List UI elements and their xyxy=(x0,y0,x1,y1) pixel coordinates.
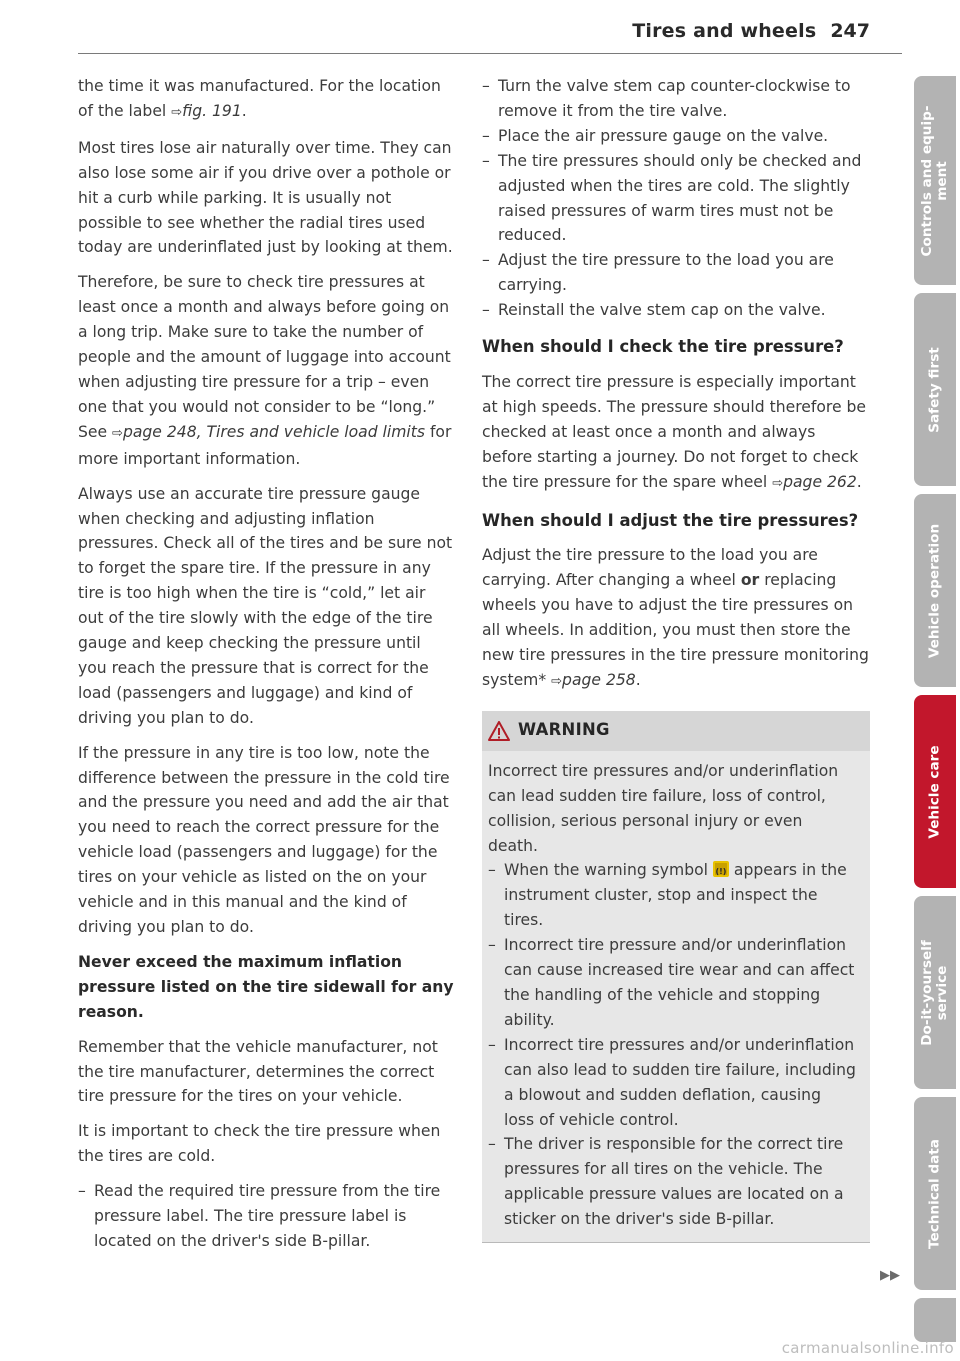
subheading: When should I adjust the tire pressures? xyxy=(482,510,859,530)
reference-arrow-icon: ⇨ xyxy=(551,673,563,689)
list-item: – Adjust the tire pressure to the load you are carrying. xyxy=(482,248,870,298)
list-item: – The tire pressures should only be checked and adjusted when the tires are cold. The slightly raised pressures of warm tires must not be reduced. xyxy=(482,149,870,249)
warning-item: – Incorrect tire pressure and/or underinflation can cause increased tire wear and can affect the handling of the vehicle and stopping ability. xyxy=(488,933,856,1033)
warning-title: WARNING xyxy=(518,720,610,740)
paragraph: the time it was manufactured. For the location of the label ⇨fig. 191. xyxy=(78,77,441,120)
bold-notice: Never exceed the maximum inflation pressure listed on the tire sidewall for any reason. xyxy=(78,952,454,1021)
page-link[interactable]: page 262 xyxy=(783,472,857,491)
subheading: When should I check the tire pressure? xyxy=(482,337,844,357)
paragraph: Most tires lose air naturally over time. They can also lose some air if you drive over a pothole or hit a curb while parking. It is usually not possible to see whether the radial tires used today are underinflated just by looking at them. xyxy=(78,138,453,257)
list-item: – Place the air pressure gauge on the valve. xyxy=(482,124,870,149)
tab-safety-first[interactable]: Safety first xyxy=(914,293,956,486)
warning-item: – When the warning symbol (!) appears in the instrument cluster, stop and inspect the tires. xyxy=(488,858,856,933)
warning-header xyxy=(482,711,870,751)
warning-item: – Incorrect tire pressures and/or underinflation can also lead to sudden tire failure, including a blowout and sudden deflation, causing loss of vehicle control. xyxy=(488,1033,856,1133)
warning-body xyxy=(482,751,870,1242)
warning-intro: Incorrect tire pressures and/or underinflation can lead sudden tire failure, loss of control, collision, serious personal injury or even death. xyxy=(488,761,839,855)
page-header xyxy=(632,20,870,42)
paragraph: Adjust the tire pressure to the load you are carrying. After changing a wheel or replacing wheels you have to adjust the tire pressures on all wheels. In addition, you must then store the new tire pressures in the tire pressure monitoring system* ⇨page 258. xyxy=(482,546,869,689)
list-item: – Turn the valve stem cap counter-clockwise to remove it from the tire valve. xyxy=(482,74,870,124)
reference-arrow-icon: ⇨ xyxy=(772,475,784,491)
paragraph: Therefore, be sure to check tire pressures at least once a month and always before going on a long trip. Make sure to take the number of people and the amount of luggage into account when adjusting tire pressure for a trip – even one that you would not consider to be “long.” See ⇨page 248, Tires and vehicle load limits for more important information. xyxy=(78,273,452,468)
figure-link[interactable]: fig. 191 xyxy=(182,101,242,120)
tire-pressure-warning-icon xyxy=(713,861,729,877)
paragraph: The correct tire pressure is especially important at high speeds. The pressure should therefore be checked at least once a month and always before starting a journey. Do not forget to check the tire pressure for the spare wheel ⇨page 262. xyxy=(482,372,867,491)
tab-vehicle-operation[interactable]: Vehicle operation xyxy=(914,494,956,687)
list-item: – Reinstall the valve stem cap on the valve. xyxy=(482,298,870,323)
warning-item: – The driver is responsible for the correct tire pressures for all tires on the vehicle. The applicable pressure values are located on a sticker on the driver's side B-pillar. xyxy=(488,1132,856,1232)
tab-index[interactable] xyxy=(914,1298,956,1342)
list-item: – Read the required tire pressure from the tire pressure label. The tire pressure label is located on the driver's side B-pillar. xyxy=(78,1179,454,1254)
section-title: Tires and wheels xyxy=(632,20,817,42)
warning-triangle-icon xyxy=(488,721,510,741)
chapter-tabs xyxy=(914,76,956,1350)
tab-vehicle-care[interactable]: Vehicle care xyxy=(914,695,956,888)
page-link[interactable]: page 258 xyxy=(562,670,636,689)
right-column xyxy=(482,74,870,1243)
tab-do-it-yourself-service[interactable]: Do-it-yourself service xyxy=(914,896,956,1089)
paragraph: Remember that the vehicle manufacturer, not the tire manufacturer, determines the correct tire pressure for the tires on your vehicle. xyxy=(78,1037,438,1106)
watermark: carmanualsonline.info xyxy=(781,1339,954,1357)
left-column xyxy=(78,74,454,1254)
paragraph: Always use an accurate tire pressure gauge when checking and adjusting inflation pressures. Check all of the tires and be sure not to forget the spare tire. If the pressure in any tire is too high when the tire is “cold,” let air out of the tire slowly with the edge of the tire gauge and keep checking the pressure until you reach the pressure that is correct for the load (passengers and luggage) and kind of driving you plan to do. xyxy=(78,484,453,727)
warning-box xyxy=(482,711,870,1243)
paragraph: It is important to check the tire pressure when the tires are cold. xyxy=(78,1122,441,1166)
page-link[interactable]: page 248, Tires and vehicle load limits xyxy=(122,422,425,441)
page-number: 247 xyxy=(830,20,870,42)
continued-arrow-icon: ▶▶ xyxy=(880,1268,900,1283)
paragraph: If the pressure in any tire is too low, note the difference between the pressure in the cold tire and the pressure you need and add the air that you need to reach the correct pressure for the vehicle load (passengers and luggage) for the tires on your vehicle as listed on the on your vehicle and in this manual and the kind of driving you plan to do. xyxy=(78,743,450,936)
reference-arrow-icon: ⇨ xyxy=(171,104,183,120)
tab-technical-data[interactable]: Technical data xyxy=(914,1097,956,1290)
header-divider xyxy=(78,53,902,54)
reference-arrow-icon: ⇨ xyxy=(112,425,123,441)
tab-controls-and-equipment[interactable]: Controls and equip- ment xyxy=(914,76,956,285)
